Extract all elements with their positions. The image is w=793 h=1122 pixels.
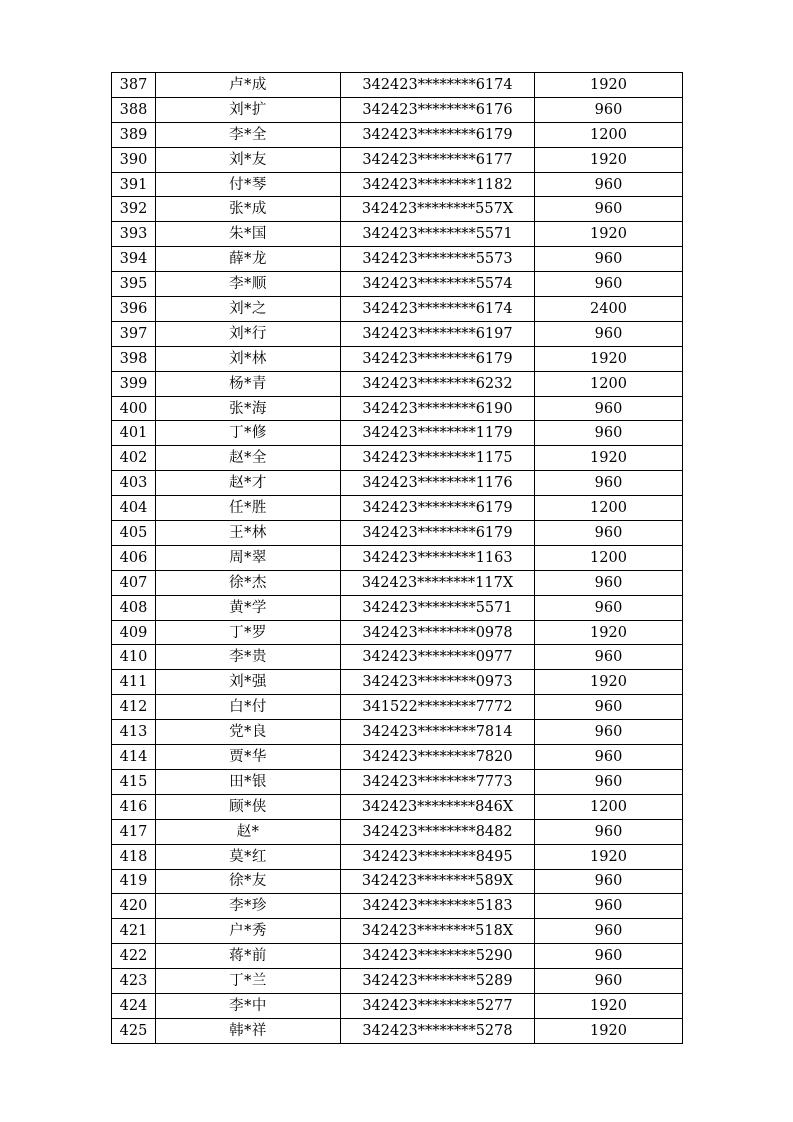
name-cell: 丁*兰 [156, 969, 341, 994]
amount-cell: 2400 [535, 297, 683, 322]
name-cell: 付*琴 [156, 172, 341, 197]
amount-cell: 960 [535, 745, 683, 770]
amount-cell: 1200 [535, 545, 683, 570]
amount-cell: 960 [535, 272, 683, 297]
name-cell: 王*林 [156, 521, 341, 546]
name-cell: 丁*罗 [156, 620, 341, 645]
table-row [112, 570, 683, 595]
row-number-cell: 424 [112, 993, 156, 1018]
row-number-cell: 390 [112, 147, 156, 172]
id-number-cell: 342423********5574 [341, 272, 535, 297]
row-number-cell: 401 [112, 421, 156, 446]
name-cell: 薛*龙 [156, 247, 341, 272]
amount-cell: 960 [535, 969, 683, 994]
id-number-cell: 342423********6174 [341, 73, 535, 98]
table-row [112, 222, 683, 247]
amount-cell: 1920 [535, 670, 683, 695]
amount-cell: 960 [535, 471, 683, 496]
id-number-cell: 342423********8495 [341, 844, 535, 869]
amount-cell: 960 [535, 172, 683, 197]
table-row [112, 695, 683, 720]
id-number-cell: 342423********589X [341, 869, 535, 894]
name-cell: 李*顺 [156, 272, 341, 297]
row-number-cell: 405 [112, 521, 156, 546]
row-number-cell: 410 [112, 645, 156, 670]
table-row [112, 819, 683, 844]
amount-cell: 1920 [535, 993, 683, 1018]
name-cell: 赵*才 [156, 471, 341, 496]
table-row [112, 869, 683, 894]
id-number-cell: 342423********0978 [341, 620, 535, 645]
table-row [112, 670, 683, 695]
row-number-cell: 411 [112, 670, 156, 695]
amount-cell: 1920 [535, 73, 683, 98]
row-number-cell: 395 [112, 272, 156, 297]
table-row [112, 247, 683, 272]
id-number-cell: 342423********8482 [341, 819, 535, 844]
amount-cell: 1920 [535, 147, 683, 172]
id-number-cell: 342423********5278 [341, 1018, 535, 1043]
amount-cell: 960 [535, 894, 683, 919]
amount-cell: 960 [535, 769, 683, 794]
name-cell: 徐*杰 [156, 570, 341, 595]
table-row [112, 371, 683, 396]
id-number-cell: 342423********5573 [341, 247, 535, 272]
name-cell: 李*全 [156, 122, 341, 147]
amount-cell: 1200 [535, 122, 683, 147]
name-cell: 白*付 [156, 695, 341, 720]
name-cell: 李*珍 [156, 894, 341, 919]
table-row [112, 122, 683, 147]
row-number-cell: 387 [112, 73, 156, 98]
id-number-cell: 342423********6179 [341, 521, 535, 546]
table-row [112, 769, 683, 794]
id-number-cell: 342423********5571 [341, 595, 535, 620]
table-row [112, 595, 683, 620]
amount-cell: 960 [535, 819, 683, 844]
id-number-cell: 342423********0973 [341, 670, 535, 695]
id-number-cell: 342423********7773 [341, 769, 535, 794]
table-row [112, 396, 683, 421]
row-number-cell: 400 [112, 396, 156, 421]
id-number-cell: 342423********1176 [341, 471, 535, 496]
table-row [112, 545, 683, 570]
table-row [112, 620, 683, 645]
id-number-cell: 342423********6190 [341, 396, 535, 421]
amount-cell: 960 [535, 695, 683, 720]
name-cell: 李*贵 [156, 645, 341, 670]
row-number-cell: 414 [112, 745, 156, 770]
name-cell: 刘*扩 [156, 97, 341, 122]
id-number-cell: 342423********6232 [341, 371, 535, 396]
amount-cell: 960 [535, 944, 683, 969]
amount-cell: 960 [535, 521, 683, 546]
row-number-cell: 394 [112, 247, 156, 272]
id-number-cell: 342423********6174 [341, 297, 535, 322]
amount-cell: 960 [535, 421, 683, 446]
amount-cell: 1920 [535, 620, 683, 645]
table-row [112, 521, 683, 546]
table-row [112, 844, 683, 869]
name-cell: 刘*林 [156, 346, 341, 371]
name-cell: 赵*全 [156, 446, 341, 471]
name-cell: 刘*行 [156, 321, 341, 346]
table-row [112, 745, 683, 770]
table-row [112, 147, 683, 172]
row-number-cell: 418 [112, 844, 156, 869]
name-cell: 田*银 [156, 769, 341, 794]
row-number-cell: 419 [112, 869, 156, 894]
id-number-cell: 342423********5277 [341, 993, 535, 1018]
table-row [112, 720, 683, 745]
row-number-cell: 406 [112, 545, 156, 570]
name-cell: 户*秀 [156, 919, 341, 944]
name-cell: 卢*成 [156, 73, 341, 98]
row-number-cell: 396 [112, 297, 156, 322]
name-cell: 张*海 [156, 396, 341, 421]
id-number-cell: 342423********6197 [341, 321, 535, 346]
table-row [112, 172, 683, 197]
row-number-cell: 409 [112, 620, 156, 645]
id-number-cell: 342423********6179 [341, 346, 535, 371]
id-number-cell: 342423********518X [341, 919, 535, 944]
amount-cell: 1920 [535, 446, 683, 471]
id-number-cell: 342423********557X [341, 197, 535, 222]
id-number-cell: 342423********1179 [341, 421, 535, 446]
row-number-cell: 415 [112, 769, 156, 794]
id-number-cell: 342423********5290 [341, 944, 535, 969]
amount-cell: 1920 [535, 1018, 683, 1043]
name-cell: 韩*祥 [156, 1018, 341, 1043]
row-number-cell: 392 [112, 197, 156, 222]
data-table-container [111, 72, 682, 1044]
name-cell: 蒋*前 [156, 944, 341, 969]
name-cell: 周*翠 [156, 545, 341, 570]
row-number-cell: 420 [112, 894, 156, 919]
id-number-cell: 342423********5289 [341, 969, 535, 994]
name-cell: 刘*强 [156, 670, 341, 695]
table-row [112, 794, 683, 819]
amount-cell: 960 [535, 570, 683, 595]
amount-cell: 960 [535, 869, 683, 894]
id-number-cell: 342423********1175 [341, 446, 535, 471]
name-cell: 顾*侠 [156, 794, 341, 819]
name-cell: 黄*学 [156, 595, 341, 620]
name-cell: 丁*修 [156, 421, 341, 446]
row-number-cell: 399 [112, 371, 156, 396]
amount-cell: 960 [535, 321, 683, 346]
table-row [112, 73, 683, 98]
table-row [112, 993, 683, 1018]
table-row [112, 496, 683, 521]
table-row [112, 97, 683, 122]
row-number-cell: 398 [112, 346, 156, 371]
row-number-cell: 403 [112, 471, 156, 496]
table-body [112, 73, 683, 1044]
amount-cell: 960 [535, 247, 683, 272]
row-number-cell: 397 [112, 321, 156, 346]
id-number-cell: 342423********0977 [341, 645, 535, 670]
amount-cell: 1200 [535, 794, 683, 819]
row-number-cell: 393 [112, 222, 156, 247]
id-number-cell: 342423********7820 [341, 745, 535, 770]
amount-cell: 1920 [535, 844, 683, 869]
row-number-cell: 402 [112, 446, 156, 471]
table-row [112, 197, 683, 222]
id-number-cell: 342423********1163 [341, 545, 535, 570]
row-number-cell: 413 [112, 720, 156, 745]
row-number-cell: 417 [112, 819, 156, 844]
table-row [112, 645, 683, 670]
row-number-cell: 389 [112, 122, 156, 147]
name-cell: 莫*红 [156, 844, 341, 869]
table-row [112, 446, 683, 471]
amount-cell: 1920 [535, 222, 683, 247]
amount-cell: 1200 [535, 496, 683, 521]
id-number-cell: 342423********6179 [341, 122, 535, 147]
name-cell: 党*良 [156, 720, 341, 745]
id-number-cell: 341522********7772 [341, 695, 535, 720]
name-cell: 徐*友 [156, 869, 341, 894]
amount-cell: 960 [535, 919, 683, 944]
row-number-cell: 423 [112, 969, 156, 994]
amount-cell: 960 [535, 97, 683, 122]
table-row [112, 471, 683, 496]
table-row [112, 919, 683, 944]
id-number-cell: 342423********6176 [341, 97, 535, 122]
row-number-cell: 407 [112, 570, 156, 595]
subsidy-table [111, 72, 683, 1044]
name-cell: 刘*友 [156, 147, 341, 172]
table-row [112, 421, 683, 446]
row-number-cell: 425 [112, 1018, 156, 1043]
row-number-cell: 416 [112, 794, 156, 819]
amount-cell: 960 [535, 720, 683, 745]
table-row [112, 969, 683, 994]
amount-cell: 1200 [535, 371, 683, 396]
row-number-cell: 391 [112, 172, 156, 197]
id-number-cell: 342423********6177 [341, 147, 535, 172]
row-number-cell: 421 [112, 919, 156, 944]
table-row [112, 321, 683, 346]
name-cell: 刘*之 [156, 297, 341, 322]
table-row [112, 944, 683, 969]
amount-cell: 960 [535, 595, 683, 620]
table-row [112, 1018, 683, 1043]
name-cell: 李*中 [156, 993, 341, 1018]
amount-cell: 960 [535, 645, 683, 670]
name-cell: 赵* [156, 819, 341, 844]
id-number-cell: 342423********6179 [341, 496, 535, 521]
table-row [112, 894, 683, 919]
table-row [112, 272, 683, 297]
id-number-cell: 342423********5571 [341, 222, 535, 247]
name-cell: 张*成 [156, 197, 341, 222]
name-cell: 朱*国 [156, 222, 341, 247]
row-number-cell: 412 [112, 695, 156, 720]
amount-cell: 960 [535, 197, 683, 222]
row-number-cell: 408 [112, 595, 156, 620]
row-number-cell: 404 [112, 496, 156, 521]
name-cell: 杨*青 [156, 371, 341, 396]
id-number-cell: 342423********1182 [341, 172, 535, 197]
amount-cell: 960 [535, 396, 683, 421]
row-number-cell: 422 [112, 944, 156, 969]
name-cell: 贾*华 [156, 745, 341, 770]
id-number-cell: 342423********7814 [341, 720, 535, 745]
id-number-cell: 342423********5183 [341, 894, 535, 919]
table-row [112, 346, 683, 371]
amount-cell: 1920 [535, 346, 683, 371]
row-number-cell: 388 [112, 97, 156, 122]
id-number-cell: 342423********117X [341, 570, 535, 595]
name-cell: 任*胜 [156, 496, 341, 521]
id-number-cell: 342423********846X [341, 794, 535, 819]
table-row [112, 297, 683, 322]
